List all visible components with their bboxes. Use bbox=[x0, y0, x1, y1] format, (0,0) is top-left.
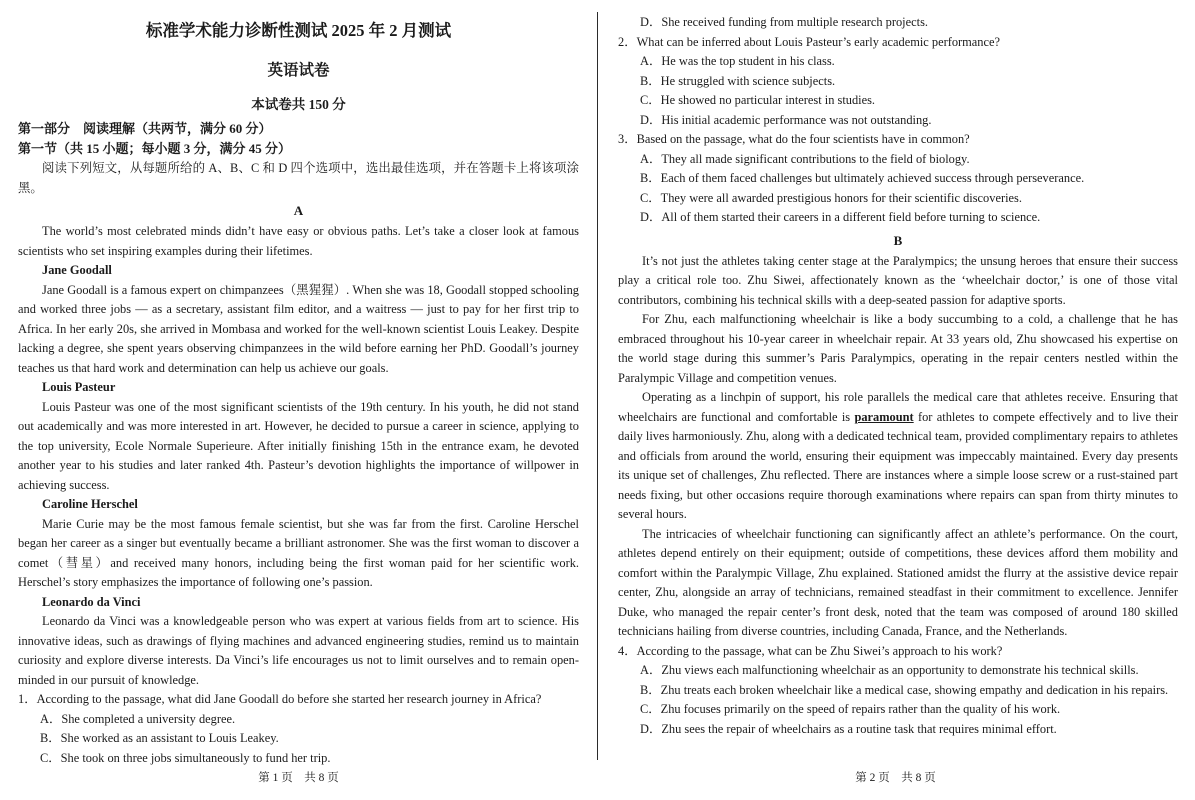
passage-b-paragraph-3-after: for athletes to compete effectively and to live their daily lives harmoniously. Zhu, along with a dedicated technical team, provided complimentary repairs to athletes and officials from around the world, ensuring their equipment was impeccably maintained. Every day presents its unique set of challenges, Zhu reflected. There are instances where a simple loose screw or a rust-stained part needs fixing, but other occasions require thorough examinations where repairs can span from thirty minutes to several hours. bbox=[618, 409, 1178, 521]
question-2-option-d: D．His initial academic performance was not outstanding. bbox=[640, 112, 932, 127]
passage-b-paragraph-2: For Zhu, each malfunctioning wheelchair is like a body succumbing to a cold, a challenge that he has embraced throughout his 10-year career in wheelchair repair. At 33 years old, Zhu showcased his expertise on the world stage during this summer’s Paris Paralympics, operating in the repair centers nestled within the Paralympic Village and competition venues. bbox=[618, 312, 1178, 385]
passage-b-paragraph-3 bbox=[618, 388, 1178, 525]
exam-title: 标准学术能力诊断性测试 2025 年 2 月测试 bbox=[145, 21, 452, 40]
question-3-option-c: C．They were all awarded prestigious honors for their scientific discoveries. bbox=[640, 190, 1022, 205]
page-2-footer: 第 2 页 共 8 页 bbox=[855, 772, 936, 784]
passage-a-subheading-caroline-herschel: Caroline Herschel bbox=[42, 497, 138, 511]
exam-subject-title: 英语试卷 bbox=[267, 62, 330, 79]
question-1-option-a: A．She completed a university degree. bbox=[40, 711, 236, 726]
question-4-option-c: C．Zhu focuses primarily on the speed of repairs rather than the quality of his work. bbox=[640, 702, 1061, 716]
page-1-footer: 第 1 页 共 8 页 bbox=[258, 772, 339, 784]
passage-b-label: B bbox=[893, 232, 903, 248]
reading-instructions: 阅读下列短文，从每题所给的 A、B、C 和 D 四个选项中，选出最佳选项，并在答题卡上将该项涂黑。 bbox=[18, 161, 579, 195]
question-1-option-c: C．She took on three jobs simultaneously to fund her trip. bbox=[40, 750, 331, 765]
question-2-option-b: B．He struggled with science subjects. bbox=[640, 73, 836, 88]
question-2-option-a: A．He was the top student in his class. bbox=[640, 54, 835, 68]
part1-heading: 第一部分 阅读理解（共两节，满分 60 分） bbox=[18, 121, 272, 136]
question-3-option-d: D．All of them started their careers in a different field before turning to science. bbox=[640, 210, 1041, 224]
question-1-option-d: D．She received funding from multiple research projects. bbox=[640, 15, 928, 29]
passage-b-keyword-paramount: paramount bbox=[854, 409, 914, 424]
question-1-option-b: B．She worked as an assistant to Louis Leakey. bbox=[40, 731, 279, 745]
passage-b-paragraph-3-before: Operating as a linchpin of support, his role parallels the medical care that athletes receive. Ensuring that wheelchairs are functional and comfortable is bbox=[618, 390, 1178, 424]
passage-a-subheading-leonardo-da-vinci: Leonardo da Vinci bbox=[42, 594, 141, 609]
passage-a-subheading-louis-pasteur: Louis Pasteur bbox=[42, 380, 116, 394]
passage-b-paragraph-1: It’s not just the athletes taking center stage at the Paralympics; the unsung heroes that ensure their success play a critical role too. Zhu Siwei, affectionately known as the ‘wheelchair doctor,’ is one of those vital contributors, combining his technical skills with a deep-seated passion for adaptive sports. bbox=[618, 253, 1178, 307]
question-3-option-b: B．Each of them faced challenges but ultimately achieved success through perseverance. bbox=[640, 171, 1085, 185]
passage-a-paragraph-jane-goodall: Jane Goodall is a famous expert on chimpanzees（黑猩猩）. When she was 18, Goodall stopped schooling and worked three jobs — as a secretary, assistant film editor, and a waitress — just to pay for her first trip to Africa. In her early 20s, she arrived in Mombasa and worked for the well-known scientist Louis Leakey. Despite lacking a degree, she spent years observing chimpanzees in the wild before earning her PhD. Goodall’s journey teaches us that hard work and determination can help us achieve our goals. bbox=[18, 282, 579, 375]
question-2-stem: 2．What can be inferred about Louis Pasteur’s early academic performance? bbox=[618, 34, 1000, 49]
question-4-option-a: A．Zhu views each malfunctioning wheelchair as an opportunity to demonstrate his technical skills. bbox=[640, 663, 1139, 677]
question-3-option-a: A．They all made significant contributions to the field of biology. bbox=[640, 151, 970, 166]
section1-heading: 第一节（共 15 小题；每小题 3 分，满分 45 分） bbox=[18, 141, 292, 156]
question-1-stem: 1．According to the passage, what did Jane Goodall do before she started her research journey in Africa? bbox=[18, 692, 542, 706]
question-3-stem: 3．Based on the passage, what do the four scientists have in common? bbox=[618, 132, 970, 146]
passage-a-label: A bbox=[293, 203, 304, 218]
passage-a-paragraph-leonardo-da-vinci: Leonardo da Vinci was a knowledgeable person who was expert at various fields from art to science. His innovative ideas, such as drawings of flying machines and advanced engineering studies, remind us to maintain curiosity and explore diverse interests. Da Vinci’s life encourages us not to limit ourselves and to remain open-minded in our pursuit of knowledge. bbox=[18, 614, 579, 687]
passage-b-paragraph-4: The intricacies of wheelchair functioning can significantly affect an athlete’s performance. On the court, athletes depend entirely on their equipment; outside of competitions, these devices afford them mobility and comfort within the Paralympic Village, Zhu explained. Stationed amidst the flurry at the assistive device repair center, Zhu, alongside an array of technicians, remained steadfast in their commitment to excellence. Jennifer Duke, who managed the repair center’s front desk, noted that the team was composed of around 180 skilled technicians hailing from diverse countries, including Canada, France, and the Netherlands. bbox=[618, 526, 1178, 638]
passage-a-paragraph-louis-pasteur: Louis Pasteur was one of the most significant scientists of the 19th century. In his youth, he did not stand out academically and was more interested in art. However, he decided to pursue a career in science, applying to the top university, Ecole Normale Superieure. After initially finishing 15th in the entrance exam, he devoted another year to his studies and later ranked 4th. Pasteur’s devotion highlights the importance of willpower in achieving success. bbox=[18, 399, 579, 492]
page-2 bbox=[597, 0, 1194, 800]
passage-a-intro: The world’s most celebrated minds didn’t have easy or obvious paths. Let’s take a closer look at famous scientists who set inspiring examples during their lifetimes. bbox=[18, 224, 579, 258]
question-4-option-d: D．Zhu sees the repair of wheelchairs as a routine task that requires minimal effort. bbox=[640, 721, 1057, 736]
question-2-option-c: C．He showed no particular interest in studies. bbox=[640, 93, 876, 107]
question-4-stem: 4．According to the passage, what can be Zhu Siwei’s approach to his work? bbox=[618, 643, 1003, 658]
page-divider-line bbox=[597, 12, 598, 760]
question-4-option-b: B．Zhu treats each broken wheelchair like a medical case, showing empathy and dedication in his repairs. bbox=[640, 682, 1169, 697]
passage-a-paragraph-caroline-herschel: Marie Curie may be the most famous female scientist, but she was far from the first. Caroline Herschel began her career as a singer but eventually became a brilliant astronomer. She was the first woman to discover a comet（彗星）and received many honors, including being the first woman paid for her scientific work. Herschel’s story emphasizes the importance of following one’s passion. bbox=[18, 516, 579, 589]
passage-a-subheading-jane-goodall: Jane Goodall bbox=[42, 263, 112, 277]
page-1 bbox=[0, 0, 597, 800]
total-score-line: 本试卷共 150 分 bbox=[251, 97, 346, 112]
